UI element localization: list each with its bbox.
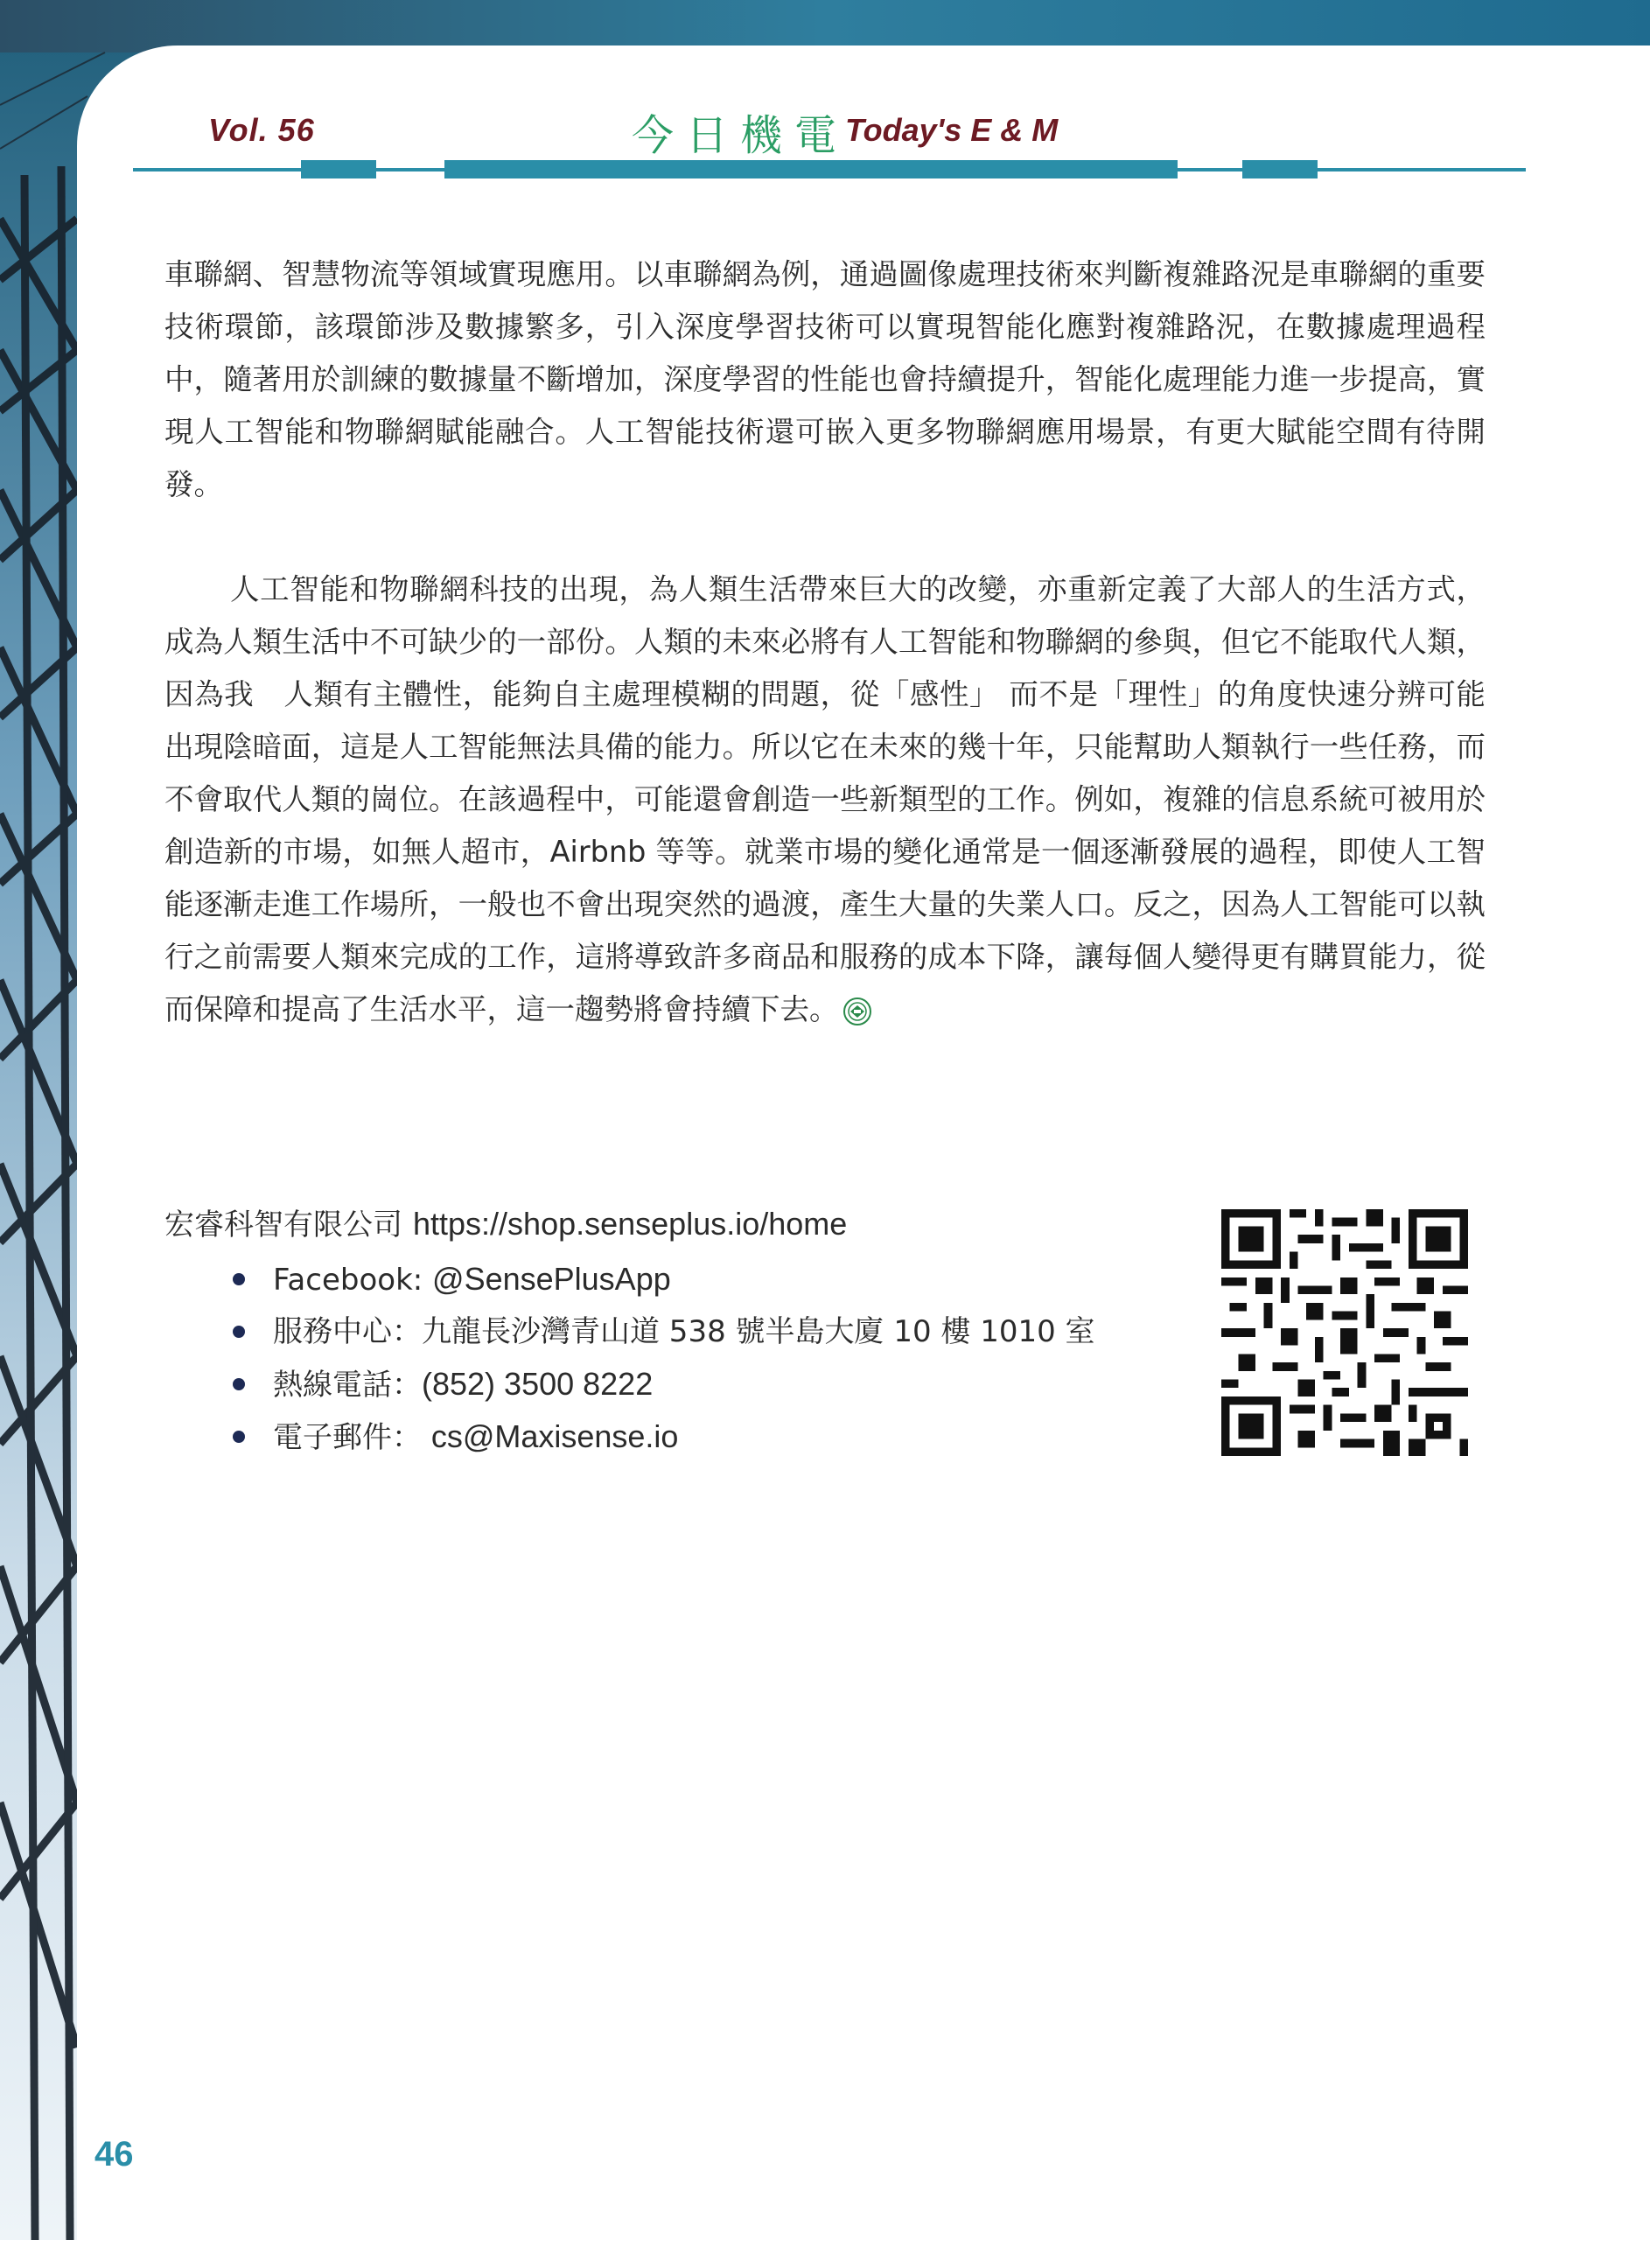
contact-label: 服務中心： — [273, 1314, 422, 1349]
page-number: 46 — [94, 2135, 134, 2174]
bullet-dot — [233, 1378, 245, 1390]
volume-label: Vol. 56 — [208, 112, 315, 148]
body-paragraph-2 — [164, 564, 1486, 1036]
company-url-link[interactable]: https://shop.senseplus.io/home — [413, 1206, 848, 1242]
body-paragraph-1 — [164, 248, 1486, 511]
contact-value-facebook[interactable]: @SensePlusApp — [432, 1261, 671, 1297]
contact-item-address — [229, 1306, 1095, 1358]
magazine-emblem-icon — [842, 997, 872, 1026]
contact-value-email[interactable]: cs@Maxisense.io — [430, 1418, 679, 1454]
paragraph-1-text: 車聯網、智慧物流等領域實現應用。以車聯網為例，通過圖像處理技術來判斷複雜路況是車聯網的重要技術環節，該環節涉及數據繁多，引入深度學習技術可以實現智能化應對複雜路況，在數據處理過程中，隨著用於訓練的數據量不斷增加，深度學習的性能也會持續提升，智能化處理能力進一步提高，實現人工智能和物聯網賦能融合。人工智能技術還可嵌入更多物聯網應用場景，有更大賦能空間有待開發。 — [164, 257, 1486, 501]
contact-label: 電子郵件： — [273, 1420, 431, 1455]
contact-list — [229, 1253, 1095, 1463]
qr-code[interactable] — [1221, 1209, 1468, 1456]
contact-label: Facebook: — [273, 1263, 433, 1298]
bullet-dot — [233, 1431, 245, 1443]
header-rule — [133, 147, 1526, 178]
contact-item-phone — [229, 1358, 1095, 1410]
magazine-title: 今日機電 — [632, 111, 849, 160]
paragraph-2-text: 人工智能和物聯網科技的出現，為人類生活帶來巨大的改變，亦重新定義了大部人的生活方式，成為人類生活中不可缺少的一部份。人類的未來必將有人工智能和物聯網的參與，但它不能取代人類，因為我 人類有主體性，能夠自主處理模糊的問題，從「感性」 而不是「理性」的角度快速分辨可能出現陰暗面，這是人工智能無法具備的能力。所以它在未來的幾十年，只能幫助人類執行一些任務，而不會取代人類的崗位。在該過程中，可能還會創造一些新類型的工作。例如，複雜的信息系統可被用於創造新的市場，如無人超市，Airbnb 等等。就業市場的變化通常是一個逐漸發展的過程，即使人工智能逐漸走進工作場所，一般也不會出現突然的過渡，產生大量的失業人口。反之，因為人工智能可以執行之前需要人類來完成的工作，這將導致許多商品和服務的成本下降，讓每個人變得更有購買能力，從而保障和提高了生活水平，這一趨勢將會持續下去。 — [164, 572, 1486, 1026]
contact-item-email — [229, 1410, 1095, 1463]
company-line — [164, 1200, 847, 1243]
company-name: 宏睿科智有限公司 — [164, 1208, 402, 1242]
contact-label: 熱線電話： — [273, 1368, 422, 1403]
bullet-dot — [233, 1273, 245, 1285]
magazine-subtitle: Today's E & M — [845, 112, 1059, 148]
bullet-dot — [233, 1326, 245, 1338]
contact-value-phone[interactable]: (852) 3500 8222 — [422, 1366, 654, 1402]
contact-item-facebook — [229, 1253, 1095, 1306]
contact-value-address: 九龍長沙灣青山道 538 號半島大廈 10 樓 1010 室 — [422, 1314, 1095, 1349]
